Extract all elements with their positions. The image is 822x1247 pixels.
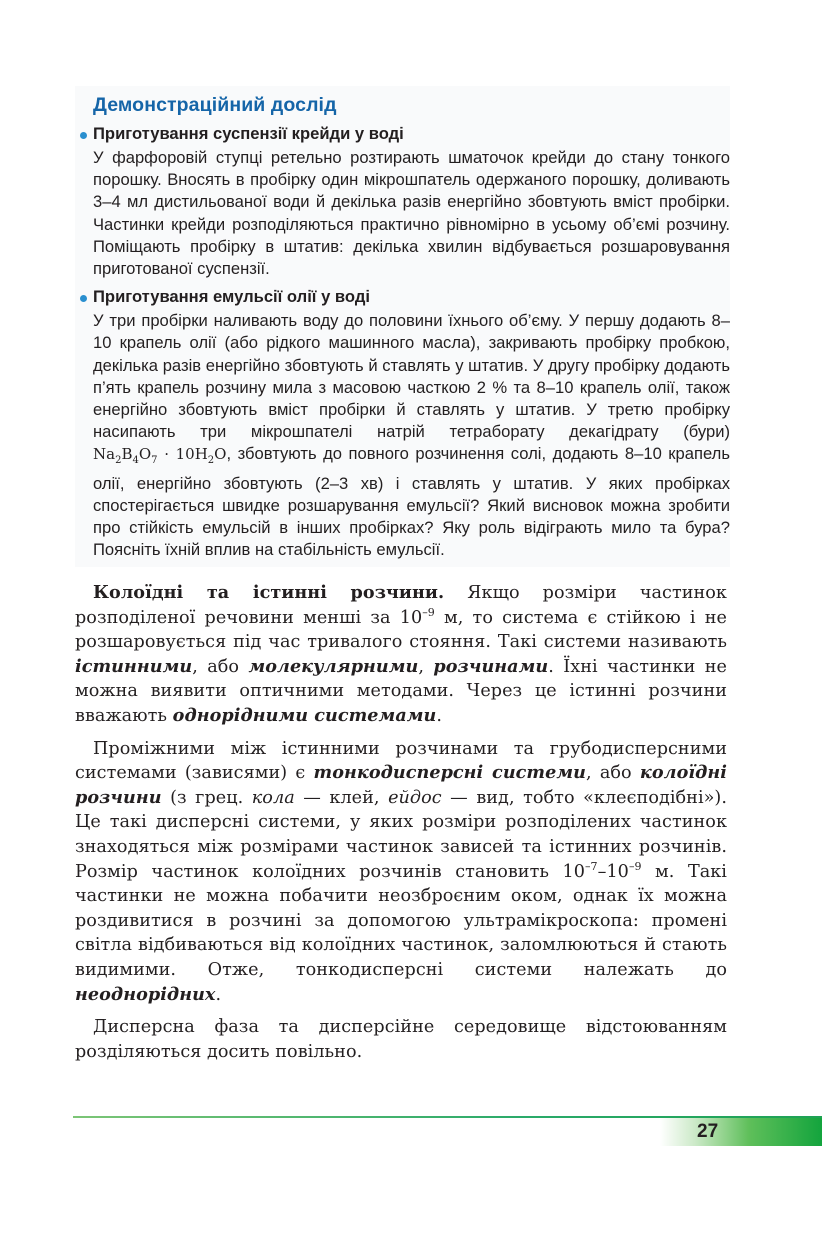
term: розчинами (433, 655, 549, 677)
text-segment: –10 (597, 861, 629, 882)
text-segment: м. Такі частинки не можна побачити неозброєним оком, однак їх можна роздивитися в розчині за допомогою ультрамікроскопа: промені світла відбиваються від колоїдних частинок, заломлюються й стають видимими. Отже, тонкодисперсні системи належать до (75, 861, 727, 980)
page-number: 27 (697, 1121, 719, 1142)
demo-item-heading (75, 286, 730, 308)
page-number-tab (660, 1118, 822, 1146)
term: однорідними системами (172, 704, 437, 726)
text-segment: . Їхні частинки не можна виявити оптичними методами. Через це істинні розчини вважають (75, 656, 727, 726)
text-segment: . (436, 705, 443, 726)
formula-part: B (121, 445, 133, 464)
text-segment: , (418, 656, 434, 677)
term: неоднорідних (75, 983, 216, 1005)
formula-sub: 7 (151, 455, 158, 467)
exponent: –9 (628, 859, 642, 873)
text-segment: (з грец. (161, 787, 252, 808)
demo-item-heading-text: Приготування емульсії олії у воді (93, 287, 370, 307)
demonstration-experiment-block (75, 86, 730, 567)
text-segment: , або (585, 763, 640, 784)
text-segment: м, то система є стійкою і не розшаровується під час тривалого стояння. Такі системи називають (75, 607, 727, 653)
greek-word: кола (251, 787, 295, 808)
demo-item-text (93, 310, 730, 561)
demo-item-text: У фарфоровій ступці ретельно розтирають шматочок крейди до стану тонкого порошку. Вносять в пробірку один мікрошпатель одержаного порошку, доливають 3–4 мл дистильованої води й декілька разів енергійно збовтують вміст пробірки. Частинки крейди розподіляються практично рівномірно в усьому об’ємі розчину. Поміщають пробірку в штатив: декілька хвилин відбувається розшаровування приготованої суспензії. (93, 148, 730, 279)
formula-sub: 2 (115, 455, 122, 467)
formula-sub: 2 (207, 455, 215, 467)
demo-item-emulsion (75, 286, 730, 561)
text-segment: У три пробірки наливають воду до половини їхнього об’єму. У першу додають 8–10 крапель олії (або рідкого машинного масла), закривають пробірку пробкою, декілька разів енергійно збовтують й ставлять у штатив. У другу пробірку додають п’ять крапель розчину мила з масовою часткою 2 % та 8–10 крапель олії, також енергійно збовтують вміст пробірки й ставлять у штатив. У третю пробірку насипають три мікрошпателі натрій тетраборату декагідрату (бури) (93, 311, 730, 442)
paragraph-dispersed-phase: Дисперсна фаза та дисперсійне середовище відстоюванням розділяються досить повільно. (75, 1017, 727, 1062)
formula-dot: · (157, 445, 176, 464)
text-segment: — вид, тобто «клеєподібні»). Це такі дисперсні системи, у яких розміри розподілених частинок знаходяться між розмірами частинок зависей та істинних розчинів. Розмір частинок колоїдних розчинів становить 10 (75, 787, 727, 882)
paragraph-colloid-systems (75, 737, 727, 1008)
formula-sub: 4 (132, 455, 139, 467)
term: колоїдні розчини (75, 762, 727, 808)
paragraph-heading: Колоїдні та істинні розчини. (93, 582, 445, 603)
paragraph-colloid-true-solutions (75, 581, 727, 729)
formula-part: Na (93, 445, 116, 464)
bullet-icon (80, 295, 87, 302)
formula-part: O (214, 445, 227, 464)
bullet-icon (80, 132, 87, 139)
text-segment: Якщо розміри частинок розподіленої речовини менші за 10 (75, 583, 727, 628)
text-segment: Проміжними між істинними розчинами та грубодисперсними системами (зависями) є (75, 738, 727, 784)
demo-item-heading-text: Приготування суспензії крейди у воді (93, 124, 404, 143)
text-segment: , або (192, 656, 249, 677)
greek-word: ейдос (388, 787, 442, 808)
demo-item-heading (75, 123, 730, 145)
formula-part: 10H (175, 445, 208, 464)
exponent: –7 (584, 859, 598, 873)
borax-formula (93, 445, 227, 467)
demo-item-suspension (75, 123, 730, 280)
exponent: –9 (422, 605, 435, 619)
main-text (75, 581, 727, 1072)
text-segment: . (215, 984, 222, 1005)
term: тонкодисперсні системи (313, 762, 586, 784)
formula-part: O (138, 445, 152, 464)
text-segment: , збовтують до повного розчинення солі, додають 8–10 крапель олії, енергійно збовтують (2–3 хв) і ставлять у штатив. У яких пробірках спостерігається швидке розшарування емульсії? Який висновок можна зробити про стійкість емульсій в інших пробірках? Яку роль відіграють мило та бура? Поясніть їхній вплив на стабільність емульсії. (93, 444, 730, 560)
text-segment: — клей, (294, 787, 389, 808)
demo-title: Демонстраційний дослід (93, 94, 337, 116)
term: молекулярними (248, 655, 419, 677)
term: істинними (75, 655, 193, 677)
